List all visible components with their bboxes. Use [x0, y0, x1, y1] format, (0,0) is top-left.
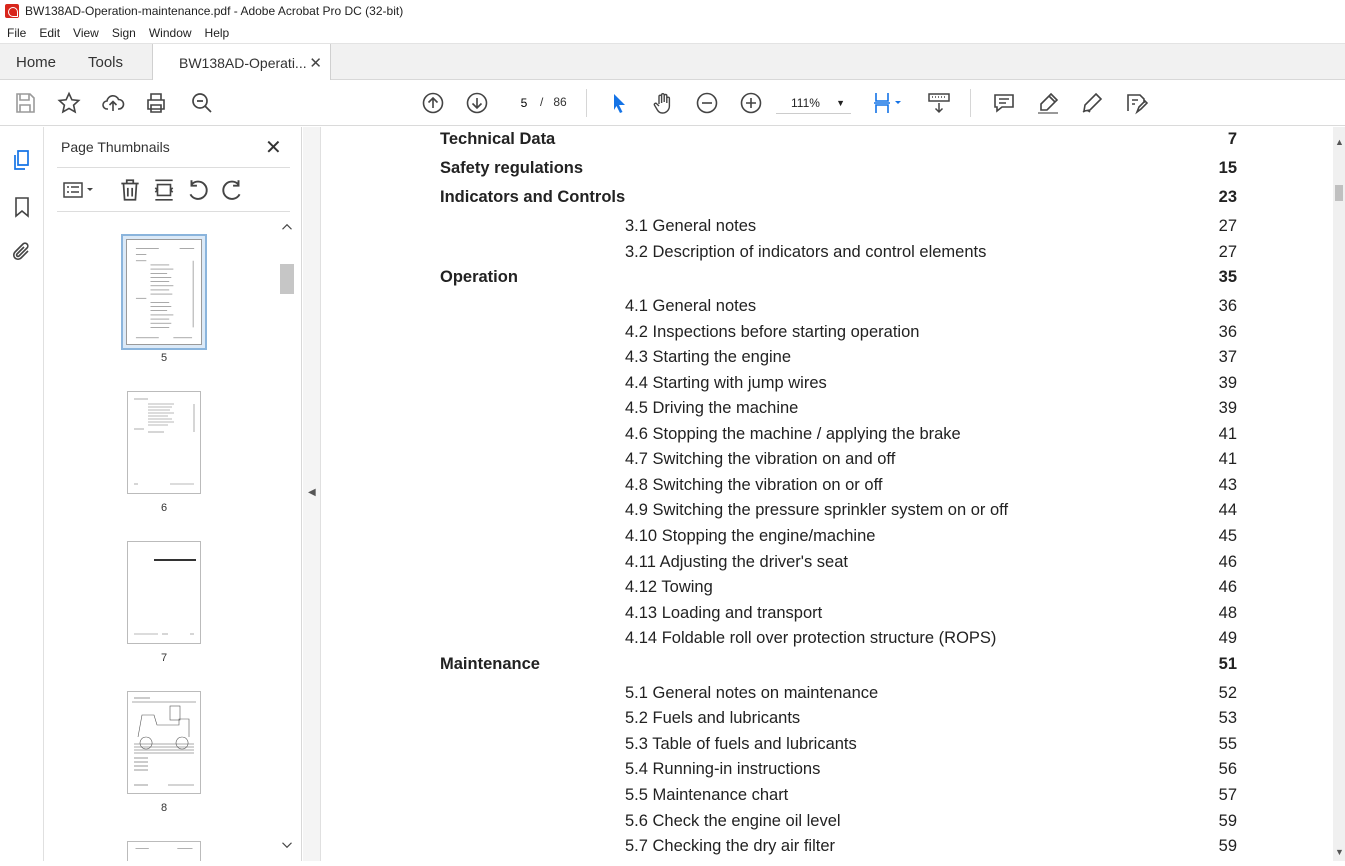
toc-page-number[interactable]: 46	[1218, 578, 1237, 596]
page-total: 86	[553, 95, 567, 109]
toc-section-title[interactable]: 4.9 Switching the pressure sprinkler system on or off	[625, 501, 1009, 519]
bookmark-star-button[interactable]	[56, 90, 82, 116]
menu-view[interactable]: View	[73, 25, 99, 40]
paperclip-icon	[10, 240, 34, 264]
page-thumbnail-5[interactable]	[121, 234, 207, 350]
attachments-rail-button[interactable]	[10, 240, 34, 264]
toc-page-number[interactable]: 45	[1218, 527, 1237, 545]
draw-button[interactable]	[1079, 90, 1105, 116]
toc-section-title[interactable]: 5.4 Running-in instructions	[625, 760, 821, 778]
scrollbar-thumb[interactable]	[280, 264, 294, 294]
thumbnail-options-button[interactable]	[59, 177, 97, 203]
fit-page-icon	[873, 91, 903, 115]
panel-divider	[57, 211, 290, 212]
toc-page-number[interactable]: 39	[1218, 374, 1237, 392]
thumbnail-toc-preview	[127, 240, 201, 344]
toc-page-number[interactable]: 55	[1218, 735, 1237, 753]
page-thumbnails-rail-button[interactable]	[10, 148, 34, 172]
arrow-down-circle-icon	[465, 91, 489, 115]
toc-page-number[interactable]: 39	[1218, 399, 1237, 417]
thumbnail-label: 6	[160, 502, 168, 514]
highlighter-pen-icon	[1036, 91, 1060, 115]
title-bar	[0, 0, 1345, 22]
toc-page-number[interactable]: 36	[1218, 297, 1237, 315]
toc-page-number[interactable]: 27	[1218, 217, 1237, 235]
sign-pen-icon	[1124, 91, 1148, 115]
menu-sign[interactable]: Sign	[111, 25, 136, 40]
plus-circle-icon	[739, 91, 763, 115]
toc-section-title[interactable]: 4.7 Switching the vibration on and off	[625, 450, 896, 468]
toc-chapter-title[interactable]: Technical Data	[440, 130, 556, 148]
menu-file[interactable]: File	[7, 25, 27, 40]
toc-page-number[interactable]: 23	[1218, 188, 1237, 206]
thumbnail-scrollbar[interactable]	[279, 219, 295, 859]
tab-document-label: BW138AD-Operati...	[179, 54, 307, 71]
toc-section-title[interactable]: 4.2 Inspections before starting operation	[625, 323, 920, 341]
toc-section-title[interactable]: 4.1 General notes	[625, 297, 757, 315]
rotate-left-icon	[185, 177, 211, 203]
scroll-down-icon[interactable]	[281, 841, 293, 849]
toc-section-title[interactable]: 4.6 Stopping the machine / applying the brake	[625, 425, 961, 443]
collapse-left-icon[interactable]: ◀	[308, 487, 316, 498]
toc-chapter-title[interactable]: Operation	[440, 268, 518, 286]
bookmarks-rail-button[interactable]	[10, 195, 34, 219]
next-page-button[interactable]	[464, 90, 490, 116]
acrobat-app-icon	[5, 4, 19, 18]
toc-section-title[interactable]: 4.3 Starting the engine	[625, 348, 792, 366]
star-icon	[57, 91, 81, 115]
comment-icon	[992, 91, 1016, 115]
menu-window[interactable]: Window	[148, 25, 192, 40]
tab-tools[interactable]: Tools	[88, 54, 124, 71]
page-number-input[interactable]	[510, 92, 538, 114]
page-display-button[interactable]	[870, 90, 906, 116]
toc-page-number[interactable]: 7	[1227, 130, 1237, 148]
window-title: BW138AD-Operation-maintenance.pdf - Adobe Acrobat Pro DC (32-bit)	[25, 4, 404, 18]
delete-pages-button[interactable]	[117, 177, 143, 203]
toc-chapter-title[interactable]: Indicators and Controls	[440, 188, 626, 206]
toc-page-number[interactable]: 48	[1218, 604, 1237, 622]
save-icon	[13, 91, 37, 115]
select-tool-button[interactable]	[606, 90, 632, 116]
toc-page-number[interactable]: 27	[1218, 243, 1237, 261]
page-thumbnail-9[interactable]	[127, 841, 201, 861]
highlight-button[interactable]	[1035, 90, 1061, 116]
toc-section-title[interactable]: 4.11 Adjusting the driver's seat	[625, 553, 848, 571]
document-view[interactable]	[321, 127, 1333, 861]
toc-page-number[interactable]: 35	[1218, 268, 1237, 286]
toc-section-title[interactable]: 4.5 Driving the machine	[625, 399, 799, 417]
scroll-mode-icon	[927, 91, 951, 115]
thumbnail-label: 5	[160, 352, 168, 364]
find-button[interactable]	[189, 90, 215, 116]
cursor-arrow-icon	[607, 91, 631, 115]
panel-collapse-handle[interactable]	[303, 127, 321, 861]
search-icon	[190, 91, 214, 115]
toc-page-number[interactable]: 15	[1218, 159, 1237, 177]
toc-section-title[interactable]: 4.12 Towing	[625, 578, 713, 596]
scroll-up-icon[interactable]: ▲	[1335, 137, 1344, 147]
print-button[interactable]	[143, 90, 169, 116]
toc-page-number[interactable]: 49	[1218, 629, 1237, 647]
menu-help[interactable]: Help	[204, 25, 230, 40]
panel-divider	[57, 167, 290, 168]
rotate-clockwise-button[interactable]	[219, 177, 245, 203]
zoom-in-button[interactable]	[738, 90, 764, 116]
toc-chapter-title[interactable]: Safety regulations	[440, 159, 584, 177]
pen-draw-icon	[1080, 91, 1104, 115]
toc-section-title[interactable]: 4.13 Loading and transport	[625, 604, 823, 622]
toc-section-title[interactable]: 5.3 Table of fuels and lubricants	[625, 735, 857, 753]
bookmark-icon	[10, 195, 34, 219]
thumbnail-label: 7	[160, 652, 168, 664]
page-thumbnail-6[interactable]	[127, 391, 201, 494]
save-button[interactable]	[12, 90, 38, 116]
toc-page-number[interactable]: 44	[1218, 501, 1237, 519]
toc-page-number[interactable]: 46	[1218, 553, 1237, 571]
hand-tool-button[interactable]	[650, 90, 676, 116]
toc-chapter-title[interactable]: Maintenance	[440, 655, 540, 673]
zoom-out-button[interactable]	[694, 90, 720, 116]
menu-bar	[0, 22, 1345, 43]
toc-section-title[interactable]: 3.1 General notes	[625, 217, 757, 235]
toc-page-number[interactable]: 52	[1218, 684, 1237, 702]
tab-document[interactable]	[152, 44, 331, 81]
toc-section-title[interactable]: 4.4 Starting with jump wires	[625, 374, 827, 392]
tab-home[interactable]: Home	[16, 54, 57, 71]
toc-section-title[interactable]: 3.2 Description of indicators and control elements	[625, 243, 987, 261]
toc-page-number[interactable]: 57	[1218, 786, 1237, 804]
arrow-up-circle-icon	[421, 91, 445, 115]
toc-section-title[interactable]: 5.7 Checking the dry air filter	[625, 837, 836, 855]
toc-section-title[interactable]: 5.1 General notes on maintenance	[625, 684, 879, 702]
extract-pages-button[interactable]	[151, 177, 177, 203]
toc-page-number[interactable]: 53	[1218, 709, 1237, 727]
toolbar-divider	[970, 89, 971, 117]
toc-page-number[interactable]: 36	[1218, 323, 1237, 341]
toc-section-title[interactable]: 4.8 Switching the vibration on or off	[625, 476, 883, 494]
toc-page-number[interactable]: 59	[1218, 837, 1237, 855]
toc-section-title[interactable]: 5.5 Maintenance chart	[625, 786, 789, 804]
pages-icon	[10, 148, 34, 172]
options-menu-icon	[61, 178, 95, 202]
scroll-down-icon[interactable]: ▼	[1335, 847, 1344, 857]
rotate-right-icon	[219, 177, 245, 203]
thumbnail-chapter-preview	[128, 542, 200, 643]
toc-page-number[interactable]: 56	[1218, 760, 1237, 778]
rotate-counterclockwise-button[interactable]	[185, 177, 211, 203]
share-upload-button[interactable]	[100, 90, 126, 116]
toc-page-number[interactable]: 41	[1218, 450, 1237, 468]
thumbnail-page-image	[126, 239, 202, 345]
toc-page-number[interactable]: 43	[1218, 476, 1237, 494]
page-thumbnail-7[interactable]	[127, 541, 201, 644]
extract-pages-icon	[151, 177, 177, 203]
thumbnail-drawing-preview	[128, 692, 200, 793]
zoom-level-select[interactable]	[776, 92, 851, 114]
toolbar-divider	[586, 89, 587, 117]
trash-icon	[117, 177, 143, 203]
page-count	[540, 95, 567, 109]
toc-page-number[interactable]: 59	[1218, 812, 1237, 830]
zoom-level-value: 111%	[791, 95, 820, 110]
thumbnail-label: 8	[160, 802, 168, 814]
left-rail	[0, 127, 44, 861]
toc-section-title[interactable]: 5.6 Check the engine oil level	[625, 812, 841, 830]
menu-edit[interactable]: Edit	[39, 25, 61, 40]
page-thumbnail-8[interactable]	[127, 691, 201, 794]
document-scrollbar[interactable]	[1333, 127, 1345, 861]
printer-icon	[144, 91, 168, 115]
scroll-mode-button[interactable]	[926, 90, 952, 116]
thumbnail-toc-preview	[128, 392, 200, 493]
close-tab-icon[interactable]: ✕	[309, 54, 322, 72]
page-thumbnails-panel	[45, 127, 302, 861]
cloud-upload-icon	[101, 91, 125, 115]
thumbnail-partial-preview	[128, 842, 200, 861]
scroll-up-icon[interactable]	[281, 223, 293, 231]
panel-title: Page Thumbnails	[61, 139, 170, 155]
toc-section-title[interactable]: 4.14 Foldable roll over protection structure (ROPS)	[625, 629, 997, 647]
tab-bar	[0, 43, 1345, 80]
fill-and-sign-button[interactable]	[1123, 90, 1149, 116]
hand-icon	[651, 91, 675, 115]
previous-page-button[interactable]	[420, 90, 446, 116]
chevron-down-icon: ▼	[836, 98, 845, 108]
toc-section-title[interactable]: 5.2 Fuels and lubricants	[625, 709, 801, 727]
toc-section-title[interactable]: 4.10 Stopping the engine/machine	[625, 527, 876, 545]
scrollbar-thumb[interactable]	[1335, 185, 1343, 201]
toc-page-number[interactable]: 51	[1218, 655, 1237, 673]
main-toolbar	[0, 80, 1345, 126]
comment-button[interactable]	[991, 90, 1017, 116]
toc-page-number[interactable]: 41	[1218, 425, 1237, 443]
minus-circle-icon	[695, 91, 719, 115]
toc-page-number[interactable]: 37	[1218, 348, 1237, 366]
close-panel-icon[interactable]: ✕	[265, 137, 282, 159]
page-separator: /	[540, 95, 544, 109]
